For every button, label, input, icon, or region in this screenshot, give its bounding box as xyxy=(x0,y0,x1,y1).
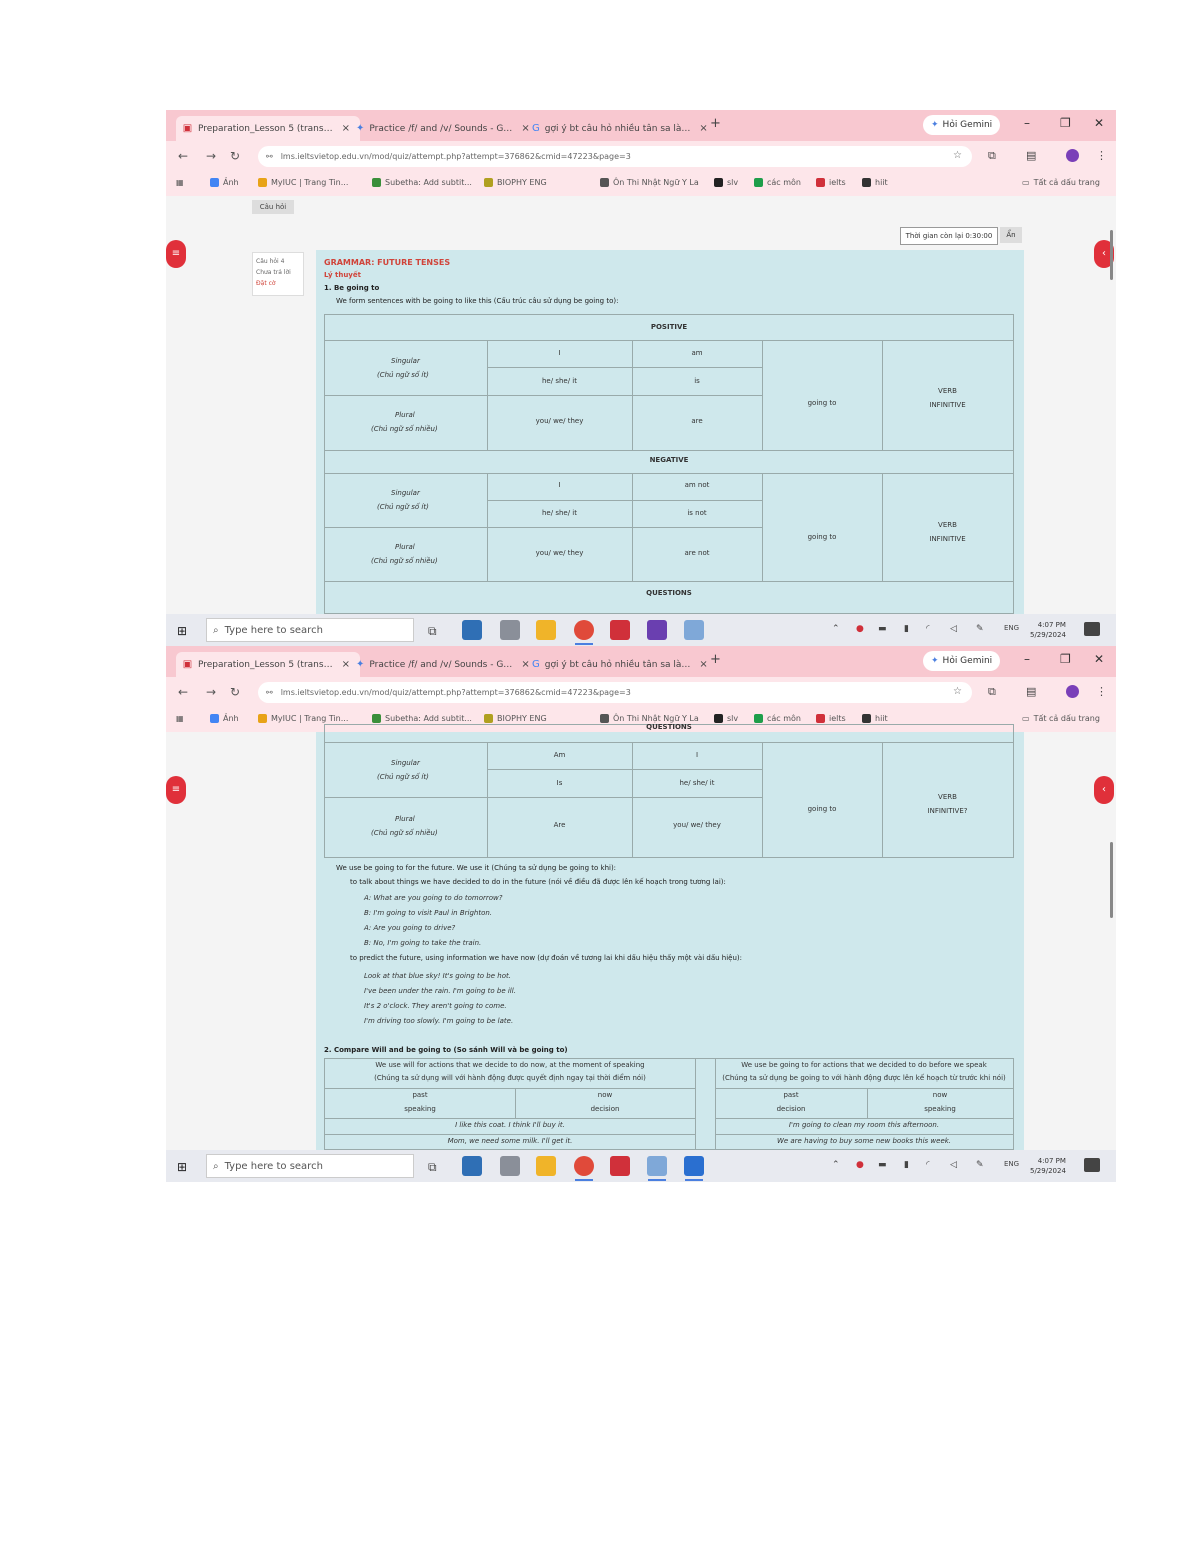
table-cell: am xyxy=(691,349,703,357)
table-cell: he/ she/ it xyxy=(542,377,577,385)
plural-vi-label: (Chủ ngữ số nhiều) xyxy=(371,829,438,837)
taskbar-search-box[interactable] xyxy=(206,1154,414,1178)
browser-screenshot-1 xyxy=(166,110,1116,646)
profile-avatar[interactable] xyxy=(1066,685,1079,698)
bookmark-item[interactable] xyxy=(258,714,348,723)
table-cell: he/ she/ it xyxy=(542,509,577,517)
bookmark-icon xyxy=(484,178,493,187)
tab-quiz[interactable] xyxy=(176,116,360,141)
gemini-star-icon: ✦ xyxy=(931,656,939,666)
minimize-button[interactable]: – xyxy=(1024,652,1030,666)
url-text: lms.ieltsvietop.edu.vn/mod/quiz/attempt.php?attempt=376862&cmid=47223&page=3 xyxy=(280,688,631,697)
example-line: I'm driving too slowly. I'm going to be late. xyxy=(364,1017,514,1025)
bookmark-label: BIOPHY ENG xyxy=(497,178,547,187)
google-g-icon: G xyxy=(532,123,540,134)
question-info xyxy=(252,252,304,296)
search-icon: ⌕ xyxy=(213,1160,219,1172)
bookmark-icon xyxy=(210,178,219,187)
task-view-icon[interactable]: ⧉ xyxy=(428,624,437,638)
going-example: We are having to buy some new books this week. xyxy=(776,1137,952,1145)
singular-vi-label: (Chủ ngữ số ít) xyxy=(377,503,429,511)
will-heading-vi: (Chúng ta sử dụng will với hành động được quyết định ngay tại thời điểm nói) xyxy=(374,1074,646,1082)
positive-header: POSITIVE xyxy=(650,323,688,331)
bookmark-item[interactable] xyxy=(210,178,239,187)
close-icon[interactable]: × xyxy=(699,659,708,670)
questions-header: QUESTIONS xyxy=(646,723,692,731)
timeline-label: speaking xyxy=(924,1105,956,1113)
menu-kebab-icon[interactable]: ⋮ xyxy=(1096,149,1107,162)
bookmark-label: Subetha: Add subtit... xyxy=(385,178,472,187)
table-cell: Are xyxy=(553,821,566,829)
chrome-icon[interactable] xyxy=(574,1156,594,1176)
bookmark-icon xyxy=(372,714,381,723)
bookmark-icon xyxy=(484,714,493,723)
bookmark-label: MyIUC | Trang Tin... xyxy=(271,714,349,723)
table-cell: Am xyxy=(553,751,566,759)
bookmark-icon xyxy=(600,714,609,723)
item-heading: 2. Compare Will and be going to (So sánh Will và be going to) xyxy=(324,1046,568,1054)
bookmark-icon xyxy=(258,714,267,723)
new-tab-button[interactable]: + xyxy=(710,652,721,667)
section-subtitle: Lý thuyết xyxy=(324,271,361,279)
app-snowflake-icon[interactable] xyxy=(462,1156,482,1176)
app-calculator-icon[interactable] xyxy=(500,620,520,640)
mic-icon[interactable]: ▮ xyxy=(904,1160,909,1170)
file-explorer-icon[interactable] xyxy=(536,620,556,640)
taskbar-clock[interactable] xyxy=(1030,620,1066,640)
bookmark-item[interactable] xyxy=(862,714,888,723)
gemini-star-icon: ✦ xyxy=(356,123,365,134)
table-cell: you/ we/ they xyxy=(673,821,721,829)
tab-label: Practice /f/ and /v/ Sounds - G… xyxy=(369,659,513,670)
folder-icon: ▭ xyxy=(1022,178,1030,187)
tab-google[interactable] xyxy=(532,652,708,677)
bookmark-label: Ảnh xyxy=(223,178,239,187)
going-to-cell: going to xyxy=(807,399,837,407)
table-cell: Is xyxy=(556,779,563,787)
browser-screenshot-2 xyxy=(166,646,1116,1182)
app-calculator-icon[interactable] xyxy=(500,1156,520,1176)
will-heading: We use will for actions that we decide to do now, at the moment of speaking xyxy=(375,1061,645,1069)
bookmark-label: hiit xyxy=(875,178,888,187)
plural-label: Plural xyxy=(395,543,415,551)
example-line: B: No, I'm going to take the train. xyxy=(364,939,482,947)
questions-header: QUESTIONS xyxy=(646,589,692,597)
table-cell: I xyxy=(558,481,561,489)
page-viewport xyxy=(166,723,1116,1150)
wifi-icon[interactable]: ◜ xyxy=(926,1160,930,1170)
example-line: B: I'm going to visit Paul in Brighton. xyxy=(364,909,493,917)
close-icon[interactable]: × xyxy=(699,123,708,134)
bookmark-item[interactable] xyxy=(258,178,348,187)
right-drawer-button[interactable]: ‹ xyxy=(1094,240,1114,268)
back-arrow-icon[interactable]: ← xyxy=(178,149,189,163)
tab-label: gợi ý bt câu hỏ nhiều tân sa là… xyxy=(544,659,691,670)
example-line: I've been under the rain. I'm going to be ill. xyxy=(364,987,516,995)
timeline-label: speaking xyxy=(404,1105,436,1113)
side-panel-icon[interactable]: ▤ xyxy=(1026,685,1037,698)
left-drawer-button[interactable]: ≡ xyxy=(166,240,186,268)
tab-label: Practice /f/ and /v/ Sounds - G… xyxy=(369,123,513,134)
going-to-cell: going to xyxy=(807,805,837,813)
site-info-icon[interactable]: ⚯ xyxy=(266,152,273,161)
language-indicator[interactable]: ENG xyxy=(1004,1160,1020,1168)
site-info-icon[interactable]: ⚯ xyxy=(266,688,273,697)
windows-start-icon[interactable]: ⊞ xyxy=(177,1160,188,1174)
questions-table xyxy=(324,724,1014,858)
bookmark-label: Ôn Thi Nhật Ngữ Y La xyxy=(613,178,699,187)
going-to-table xyxy=(324,314,1014,614)
example-line: Look at that blue sky! It's going to be hot. xyxy=(364,972,511,980)
infinitive-cell: INFINITIVE xyxy=(929,401,966,409)
restore-button[interactable]: ❐ xyxy=(1060,652,1071,666)
search-icon: ⌕ xyxy=(213,624,219,636)
table-cell: you/ we/ they xyxy=(535,417,584,425)
timeline-label: now xyxy=(597,1091,613,1099)
singular-vi-label: (Chủ ngữ số ít) xyxy=(377,773,429,781)
tab-label: gợi ý bt câu hỏ nhiều tân sa là… xyxy=(544,123,691,134)
tab-gemini[interactable] xyxy=(356,652,530,677)
timeline-label: decision xyxy=(776,1105,806,1113)
restore-button[interactable]: ❐ xyxy=(1060,116,1071,130)
bookmark-icon xyxy=(372,178,381,187)
singular-label: Singular xyxy=(391,489,420,497)
tab-strip xyxy=(166,110,1116,141)
tab-google[interactable] xyxy=(532,116,708,141)
reload-icon[interactable]: ↻ xyxy=(230,685,241,699)
tray-chevron-icon[interactable]: ⌃ xyxy=(832,1160,840,1170)
going-to-cell: going to xyxy=(807,533,837,541)
tab-quiz[interactable] xyxy=(176,652,360,677)
bookmark-item[interactable] xyxy=(754,178,801,187)
bookmark-label: ielts xyxy=(829,714,846,723)
going-heading: We use be going to for actions that we decided to do before we speak xyxy=(741,1061,987,1069)
address-bar-row xyxy=(166,677,1116,708)
all-bookmarks[interactable] xyxy=(1022,714,1100,723)
bookmark-item[interactable] xyxy=(600,714,699,723)
quiz-favicon-icon: ▣ xyxy=(182,123,193,134)
google-g-icon: G xyxy=(532,659,540,670)
table-cell: is xyxy=(694,377,700,385)
bookmark-item[interactable] xyxy=(600,178,699,187)
address-bar-row xyxy=(166,141,1116,172)
bookmark-item[interactable] xyxy=(754,714,801,723)
hide-timer-button[interactable]: Ẩn xyxy=(1000,227,1022,243)
singular-label: Singular xyxy=(391,357,420,365)
infinitive-cell: INFINITIVE? xyxy=(927,807,968,815)
bookmark-label: các môn xyxy=(767,714,801,723)
bookmark-icon xyxy=(258,178,267,187)
going-example: I'm going to clean my room this afternoon. xyxy=(788,1121,940,1129)
clock-time: 4:07 PM xyxy=(1037,1157,1066,1165)
tray-record-icon[interactable]: ● xyxy=(856,624,864,634)
use-2: to predict the future, using information we have now (dự đoán về tương lai khi dấu hiệu thấy một vài dấu hiệu): xyxy=(350,954,742,962)
timeline-label: past xyxy=(783,1091,799,1099)
bookmark-label: Ôn Thi Nhật Ngữ Y La xyxy=(613,714,699,723)
url-text: lms.ieltsvietop.edu.vn/mod/quiz/attempt.php?attempt=376862&cmid=47223&page=3 xyxy=(280,152,631,161)
timeline-label: now xyxy=(932,1091,948,1099)
app-window-icon[interactable] xyxy=(647,1156,667,1176)
gemini-star-icon: ✦ xyxy=(931,120,939,130)
volume-icon[interactable]: ◁ xyxy=(950,1160,957,1170)
bookmark-item[interactable] xyxy=(714,714,738,723)
pen-icon[interactable]: ✎ xyxy=(976,624,984,634)
quiz-favicon-icon: ▣ xyxy=(182,659,193,670)
app-window-icon[interactable] xyxy=(684,620,704,640)
item-heading: 1. Be going to xyxy=(324,284,380,292)
flag-question[interactable]: Đặt cờ xyxy=(256,280,276,287)
notification-icon[interactable] xyxy=(1084,622,1100,636)
folder-icon: ▭ xyxy=(1022,714,1030,723)
bookmark-item[interactable] xyxy=(816,714,846,723)
bookmark-label: các môn xyxy=(767,178,801,187)
verb-cell: VERB xyxy=(938,521,957,529)
notification-icon[interactable] xyxy=(1084,1158,1100,1172)
prev-page-button[interactable]: Câu hỏi xyxy=(252,200,294,214)
tab-strip xyxy=(166,646,1116,677)
left-drawer-button[interactable]: ≡ xyxy=(166,776,186,804)
bookmark-icon xyxy=(714,178,723,187)
bookmark-icon xyxy=(754,714,763,723)
clock-date: 5/29/2024 xyxy=(1030,1167,1066,1175)
new-tab-button[interactable]: + xyxy=(710,116,721,131)
bookmark-label: slv xyxy=(727,714,739,723)
back-arrow-icon[interactable]: ← xyxy=(178,685,189,699)
ask-gemini-button[interactable] xyxy=(923,651,1000,671)
search-placeholder: Type here to search xyxy=(224,624,323,636)
verb-cell: VERB xyxy=(938,793,957,801)
question-content xyxy=(316,250,1024,614)
going-heading-vi: (Chúng ta sử dụng be going to với hành động được lên kế hoạch từ trước khi nói) xyxy=(722,1074,1006,1082)
tray-chevron-icon[interactable]: ⌃ xyxy=(832,624,840,634)
bookmark-item[interactable] xyxy=(816,178,846,187)
bookmark-icon xyxy=(210,714,219,723)
windows-taskbar xyxy=(166,1150,1116,1182)
bookmark-item[interactable] xyxy=(484,178,547,187)
close-window-button[interactable]: ✕ xyxy=(1094,116,1105,130)
table-cell: am not xyxy=(684,481,710,489)
page-viewport xyxy=(166,196,1116,614)
bookmark-icon xyxy=(600,178,609,187)
will-example: I like this coat. I think I'll buy it. xyxy=(455,1121,565,1129)
bookmark-icon xyxy=(714,714,723,723)
bookmarks-bar xyxy=(166,172,1116,196)
question-number: Câu hỏi 4 xyxy=(256,258,285,265)
bookmark-label: hiit xyxy=(875,714,888,723)
file-explorer-icon[interactable] xyxy=(536,1156,556,1176)
bookmark-label: slv xyxy=(727,178,739,187)
bookmark-item[interactable] xyxy=(862,178,888,187)
tab-label: Preparation_Lesson 5 (trans… xyxy=(198,123,333,134)
wps-icon[interactable] xyxy=(610,1156,630,1176)
all-bookmarks[interactable] xyxy=(1022,178,1100,187)
bookmark-label: ielts xyxy=(829,178,846,187)
timeline-label: decision xyxy=(590,1105,620,1113)
item-note: We form sentences with be going to like this (Cấu trúc câu sử dụng be going to): xyxy=(336,297,619,305)
scrollbar[interactable] xyxy=(1110,230,1113,280)
minimize-button[interactable]: – xyxy=(1024,116,1030,130)
bookmark-icon xyxy=(754,178,763,187)
use-heading: We use be going to for the future. We use it (Chúng ta sử dụng be going to khi): xyxy=(336,864,617,872)
close-icon[interactable]: × xyxy=(341,659,350,670)
singular-vi-label: (Chủ ngữ số ít) xyxy=(377,371,429,379)
scrollbar[interactable] xyxy=(1110,842,1113,918)
bookmark-icon xyxy=(862,714,871,723)
close-window-button[interactable]: ✕ xyxy=(1094,652,1105,666)
chrome-icon[interactable] xyxy=(574,620,594,640)
bookmark-icon xyxy=(816,714,825,723)
singular-label: Singular xyxy=(391,759,420,767)
bookmark-item[interactable] xyxy=(372,714,472,723)
battery-icon[interactable]: ▬ xyxy=(878,1160,887,1170)
url-field[interactable] xyxy=(258,146,972,167)
example-line: A: What are you going to do tomorrow? xyxy=(364,894,503,902)
extensions-icon[interactable]: ⧉ xyxy=(988,685,996,698)
search-placeholder: Type here to search xyxy=(224,1160,323,1172)
app-snowflake-icon[interactable] xyxy=(462,620,482,640)
side-panel-icon[interactable]: ▤ xyxy=(1026,149,1037,162)
profile-avatar[interactable] xyxy=(1066,149,1079,162)
bookmark-star-icon[interactable]: ☆ xyxy=(953,686,962,697)
table-cell: I xyxy=(695,751,699,759)
infinitive-cell: INFINITIVE xyxy=(929,535,966,543)
bookmark-label: Ảnh xyxy=(223,714,239,723)
tab-gemini[interactable] xyxy=(356,116,530,141)
extensions-icon[interactable]: ⧉ xyxy=(988,149,996,162)
pen-icon[interactable]: ✎ xyxy=(976,1160,984,1170)
windows-taskbar xyxy=(166,614,1116,646)
use-1: to talk about things we have decided to do in the future (nói về điều đã được lên kế hoạch trong tương lai): xyxy=(350,878,726,886)
language-indicator[interactable]: ENG xyxy=(1004,624,1020,632)
task-view-icon[interactable]: ⧉ xyxy=(428,1160,437,1174)
bookmark-icon xyxy=(816,178,825,187)
clock-time: 4:07 PM xyxy=(1037,621,1066,629)
plural-label: Plural xyxy=(395,815,415,823)
close-icon[interactable]: × xyxy=(521,123,530,134)
windows-start-icon[interactable]: ⊞ xyxy=(177,624,188,638)
plural-vi-label: (Chủ ngữ số nhiều) xyxy=(371,557,438,565)
all-bookmarks-label: Tất cả dấu trang xyxy=(1033,714,1100,723)
gemini-label: Hỏi Gemini xyxy=(942,120,993,130)
bookmark-item[interactable] xyxy=(210,714,239,723)
forward-arrow-icon[interactable]: → xyxy=(206,149,217,163)
apps-grid-icon[interactable]: ▦ xyxy=(176,714,184,723)
taskbar-search-box[interactable] xyxy=(206,618,414,642)
url-field[interactable] xyxy=(258,682,972,703)
reload-icon[interactable]: ↻ xyxy=(230,149,241,163)
right-drawer-button[interactable]: ‹ xyxy=(1094,776,1114,804)
table-cell: you/ we/ they xyxy=(535,549,584,557)
will-example: Mom, we need some milk. I'll get it. xyxy=(447,1137,573,1145)
question-status: Chưa trả lời xyxy=(256,269,291,276)
table-cell: I xyxy=(558,349,561,357)
compare-table xyxy=(324,1058,1014,1150)
close-icon[interactable]: × xyxy=(521,659,530,670)
wps-icon[interactable] xyxy=(610,620,630,640)
battery-icon[interactable]: ▬ xyxy=(878,624,887,634)
table-cell: are xyxy=(691,417,703,425)
mic-icon[interactable]: ▮ xyxy=(904,624,909,634)
outlook-icon[interactable] xyxy=(684,1156,704,1176)
timeline-label: past xyxy=(412,1091,428,1099)
bookmark-item[interactable] xyxy=(484,714,547,723)
taskbar-clock[interactable] xyxy=(1030,1156,1066,1176)
all-bookmarks-label: Tất cả dấu trang xyxy=(1033,178,1100,187)
bookmark-label: Subetha: Add subtit... xyxy=(385,714,472,723)
bookmark-item[interactable] xyxy=(714,178,738,187)
timer-box: Thời gian còn lại 0:30:00 xyxy=(900,227,998,245)
section-title: GRAMMAR: FUTURE TENSES xyxy=(324,258,451,267)
example-line: A: Are you going to drive? xyxy=(364,924,456,932)
example-line: It's 2 o'clock. They aren't going to come. xyxy=(364,1002,507,1010)
menu-kebab-icon[interactable]: ⋮ xyxy=(1096,685,1107,698)
bookmark-icon xyxy=(862,178,871,187)
table-cell: he/ she/ it xyxy=(679,779,715,787)
clock-date: 5/29/2024 xyxy=(1030,631,1066,639)
bookmark-item[interactable] xyxy=(372,178,472,187)
forward-arrow-icon[interactable]: → xyxy=(206,685,217,699)
close-icon[interactable]: × xyxy=(341,123,350,134)
bookmark-star-icon[interactable]: ☆ xyxy=(953,150,962,161)
tray-record-icon[interactable]: ● xyxy=(856,1160,864,1170)
table-cell: are not xyxy=(684,549,710,557)
bookmark-label: MyIUC | Trang Tin... xyxy=(271,178,349,187)
question-content xyxy=(316,723,1024,1150)
ask-gemini-button[interactable] xyxy=(923,115,1000,135)
negative-header: NEGATIVE xyxy=(649,456,689,464)
app-grid-icon[interactable] xyxy=(647,620,667,640)
table-cell: is not xyxy=(687,509,707,517)
volume-icon[interactable]: ◁ xyxy=(950,624,957,634)
tab-label: Preparation_Lesson 5 (trans… xyxy=(198,659,333,670)
apps-grid-icon[interactable]: ▦ xyxy=(176,178,184,187)
bookmark-label: BIOPHY ENG xyxy=(497,714,547,723)
gemini-label: Hỏi Gemini xyxy=(942,656,993,666)
plural-label: Plural xyxy=(395,411,415,419)
wifi-icon[interactable]: ◜ xyxy=(926,624,930,634)
plural-vi-label: (Chủ ngữ số nhiều) xyxy=(371,425,438,433)
gemini-star-icon: ✦ xyxy=(356,659,365,670)
verb-cell: VERB xyxy=(938,387,957,395)
